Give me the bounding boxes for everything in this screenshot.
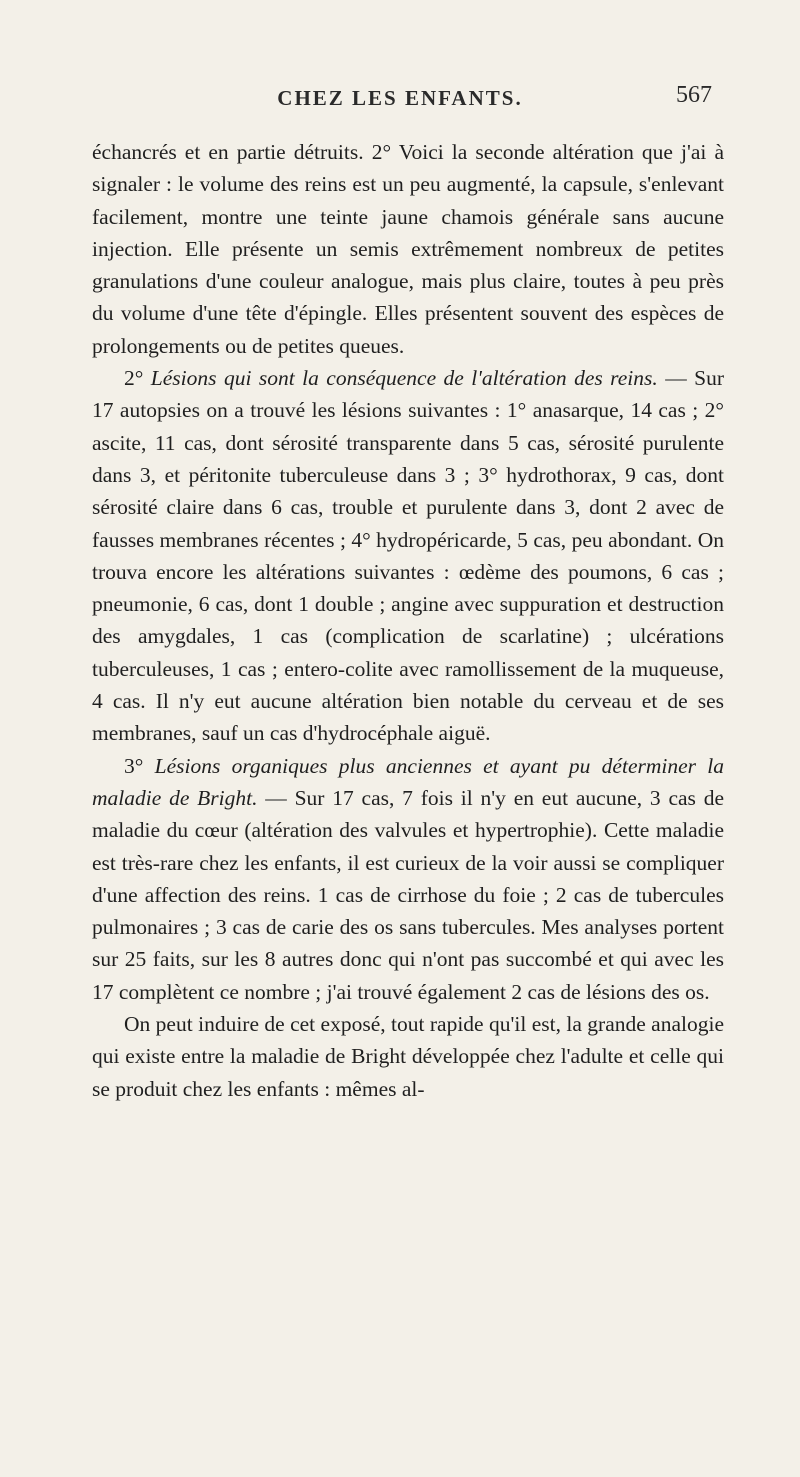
page-header [0,78,800,118]
paragraph-2-body: — Sur 17 autopsies on a trouvé les lésions suivantes : 1° anasarque, 14 cas ; 2° ascite, 11 cas, dont sérosité transparente dans 5 cas, sérosité purulente dans 3, et péritonite tuberculeuse dans 3 ; 3° hydrothorax, 9 cas, dont sérosité claire dans 6 cas, trouble et purulente dans 3, dont 2 avec de fausses membranes récentes ; 4° hydropéricarde, 5 cas, peu abondant. On trouva encore les altérations suivantes : œdème des poumons, 6 cas ; pneumonie, 6 cas, dont 1 double ; angine avec suppuration et destruction des amygdales, 1 cas (complication de scarlatine) ; ulcérations tuberculeuses, 1 cas ; entero-colite avec ramollissement de la muqueuse, 4 cas. Il n'y eut aucune altération bien notable du cerveau et de ses membranes, sauf un cas d'hydrocéphale aiguë. [92,366,725,746]
paragraph-2-number: 2° [124,366,144,391]
running-title: CHEZ LES ENFANTS. [277,86,523,110]
paragraph-4: On peut induire de cet exposé, tout rapide qu'il est, la grande analogie qui existe entre la maladie de Bright développée chez l'adulte et celle qui se produit chez les enfants : mêmes al- [92,1012,724,1101]
paragraph-2 [92,362,724,750]
paragraph-2-heading: Lésions qui sont la conséquence de l'altération des reins. [150,366,658,391]
body-text [92,136,724,1105]
paragraph-1: échancrés et en partie détruits. 2° Voici la seconde altération que j'ai à signaler : le volume des reins est un peu augmenté, la capsule, s'enlevant facilement, montre une teinte jaune chamois générale sans aucune injection. Elle présente un semis extrêmement nombreux de petites granulations d'une couleur analogue, mais plus claire, toutes à peu près du volume d'une tête d'épingle. Elles présentent souvent des espèces de prolongements ou de petites queues. [92,140,724,358]
paragraph-3-number: 3° [124,753,144,778]
paragraph-3 [92,750,724,1008]
paragraph-3-body: — Sur 17 cas, 7 fois il n'y en eut aucune, 3 cas de maladie du cœur (altération des valvules et hypertrophie). Cette maladie est très-rare chez les enfants, il est curieux de la voir aussi se compliquer d'une affection des reins. 1 cas de cirrhose du foie ; 2 cas de tubercules pulmonaires ; 3 cas de carie des os sans tubercules. Mes analyses portent sur 25 faits, sur les 8 autres donc qui n'ont pas succombé et qui avec les 17 complètent ce nombre ; j'ai trouvé également 2 cas de lésions des os. [92,785,725,1004]
paragraph-3-heading: Lésions organiques plus anciennes et ayant pu déterminer la maladie de Bright. [92,753,725,810]
page-number: 567 [676,82,712,108]
